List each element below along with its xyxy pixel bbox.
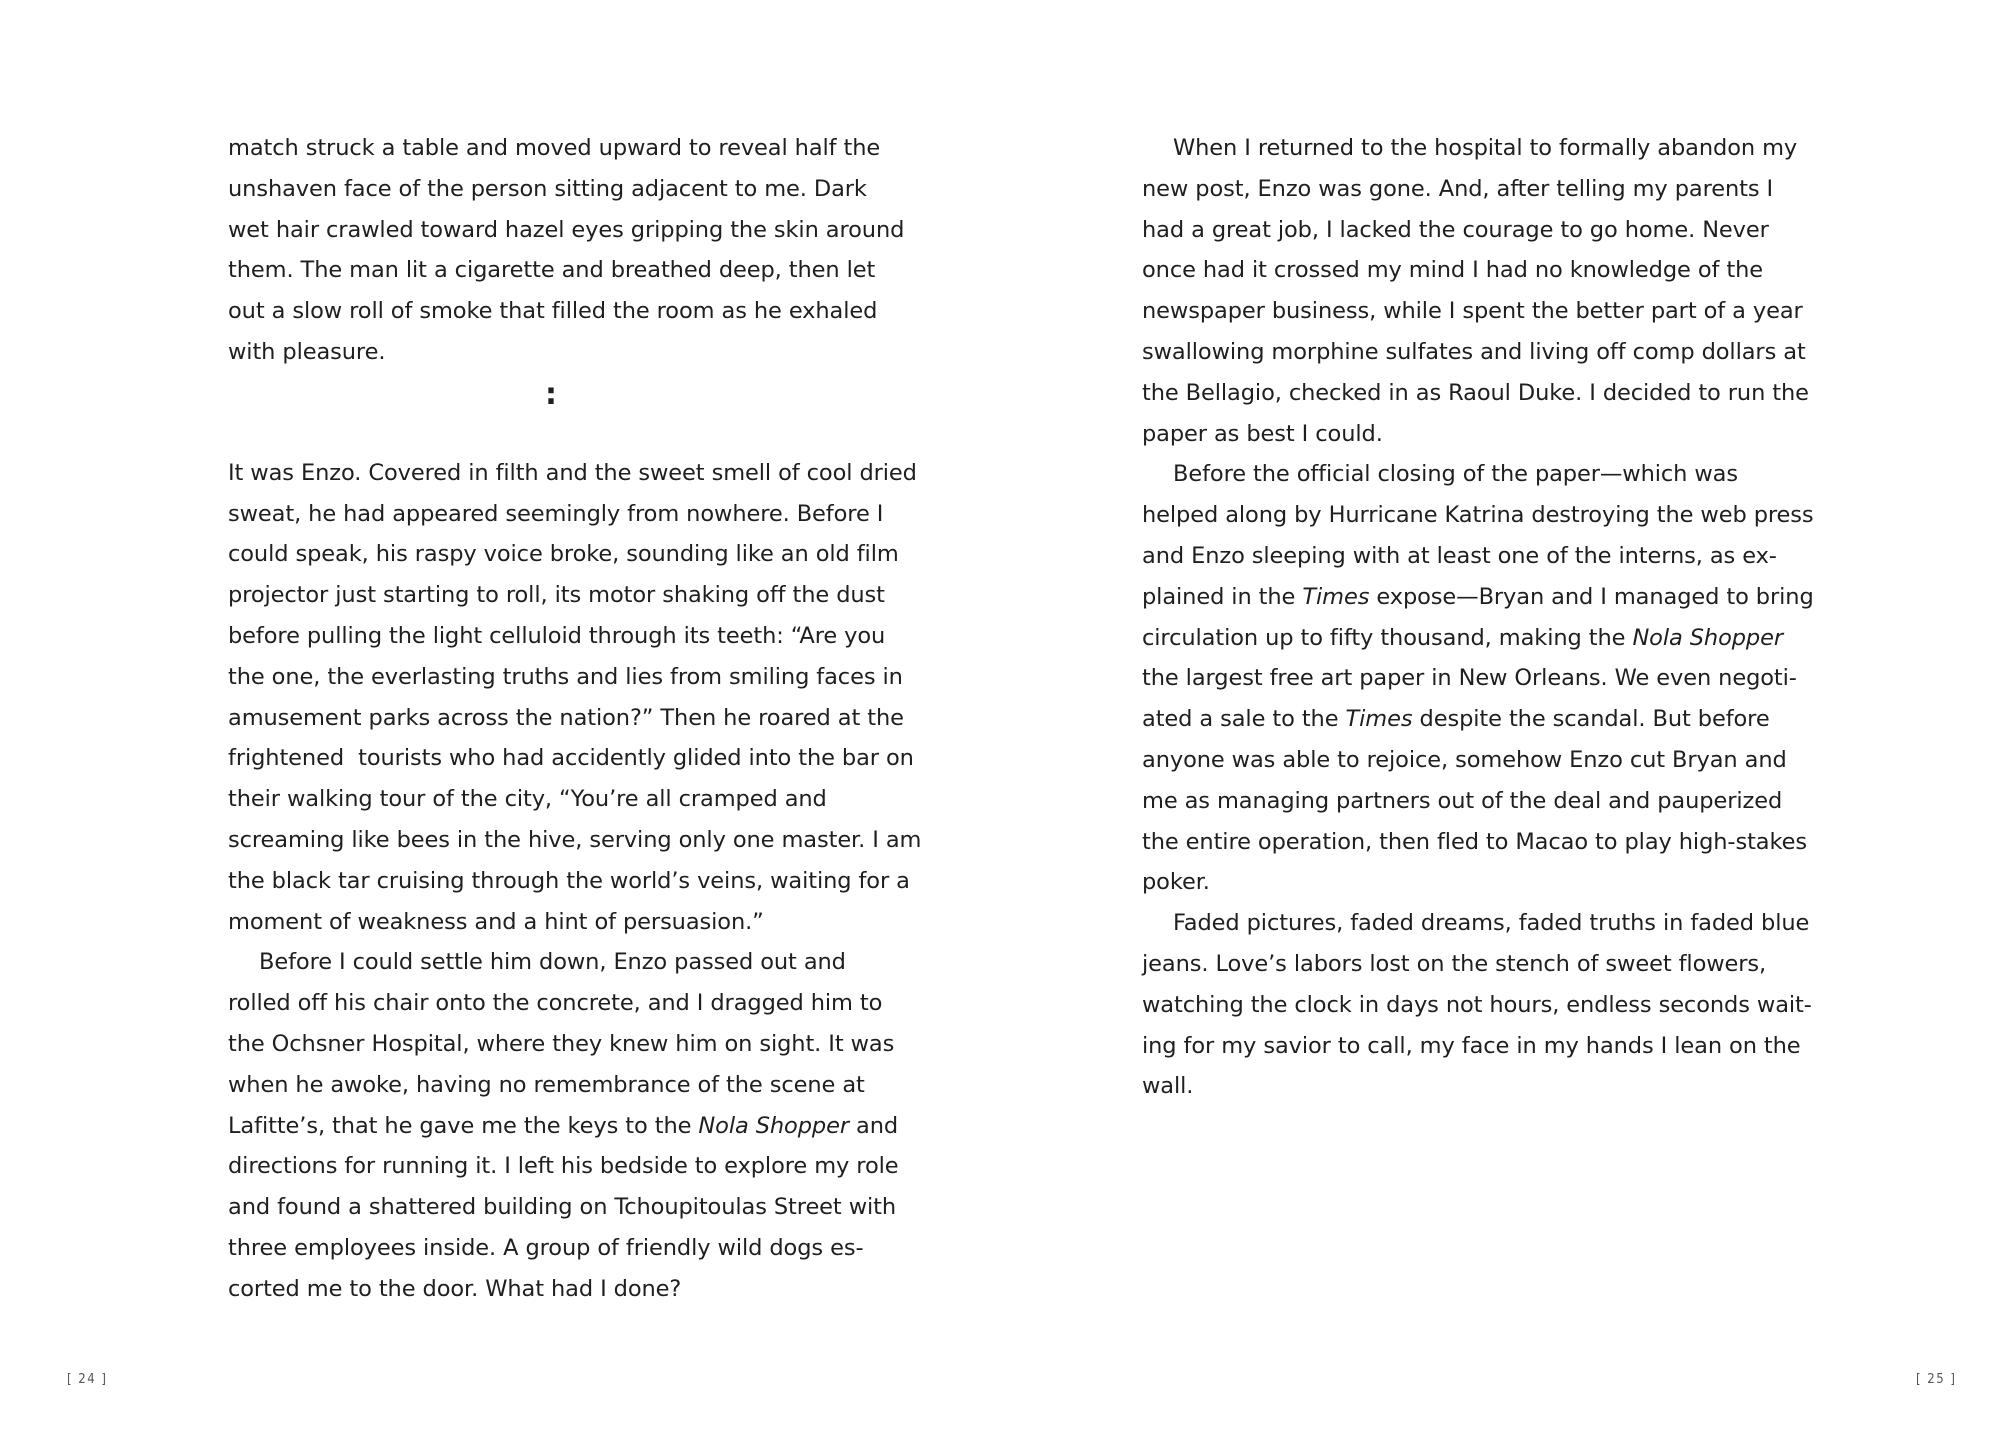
text-line: out a slow roll of smoke that filled the room as he exhaled xyxy=(228,298,878,325)
text-run: Lafitte’s, that he gave me the keys to the xyxy=(228,1112,699,1139)
text-line: When I returned to the hospital to formally abandon my xyxy=(1173,135,1798,161)
text-line: helped along by Hurricane Katrina destroying the web press xyxy=(1142,502,1814,529)
text-run: expose—Bryan and I managed to bring xyxy=(1369,583,1814,610)
publication-title: Nola Shopper xyxy=(698,1112,849,1139)
text-line: Faded pictures, faded dreams, faded truths in faded blue xyxy=(1173,910,1810,937)
section-break-mark: : xyxy=(545,376,557,412)
text-line: moment of weakness and a hint of persuasion.” xyxy=(228,908,764,935)
text-line: their walking tour of the city, “You’re all cramped and xyxy=(228,786,827,813)
text-run: ated a sale to the xyxy=(1142,706,1346,733)
text-line: three employees inside. A group of friendly wild dogs es- xyxy=(228,1234,864,1261)
text-line: wall. xyxy=(1142,1073,1194,1100)
text-line: the entire operation, then fled to Macao to play high-stakes xyxy=(1142,828,1807,855)
text-line: the largest free art paper in New Orleans. We even negoti- xyxy=(1142,665,1797,692)
text-line: ing for my savior to call, my face in my hands I lean on the xyxy=(1142,1032,1801,1059)
text-line: the Ochsner Hospital, where they knew him on sight. It was xyxy=(228,1030,895,1057)
text-line: projector just starting to roll, its motor shaking off the dust xyxy=(228,582,885,609)
text-line: corted me to the door. What had I done? xyxy=(228,1275,682,1302)
text-line: watching the clock in days not hours, endless seconds wait- xyxy=(1142,991,1812,1018)
text-run: despite the scandal. But before xyxy=(1412,706,1770,733)
text-line: screaming like bees in the hive, serving only one master. I am xyxy=(228,826,922,853)
text-line xyxy=(1142,577,1814,618)
text-line: and found a shattered building on Tchoupitoulas Street with xyxy=(228,1194,897,1221)
text-line xyxy=(1142,618,1788,659)
text-line: frightened tourists who had accidently glided into the bar on xyxy=(228,745,914,772)
text-line: swallowing morphine sulfates and living off comp dollars at xyxy=(1142,338,1806,365)
text-line: Before I could settle him down, Enzo passed out and xyxy=(259,949,846,976)
text-line: once had it crossed my mind I had no knowledge of the xyxy=(1142,257,1763,284)
text-line: when he awoke, having no remembrance of the scene at xyxy=(228,1071,865,1098)
text-line: and Enzo sleeping with at least one of the interns, as ex- xyxy=(1142,542,1777,569)
text-run: plained in the xyxy=(1142,583,1303,610)
publication-title: Nola Shopper xyxy=(1632,624,1784,651)
text-line: It was Enzo. Covered in filth and the sweet smell of cool dried xyxy=(228,459,917,486)
text-line: wet hair crawled toward hazel eyes gripping the skin around xyxy=(228,216,905,243)
text-line xyxy=(228,1106,899,1147)
publication-title: Times xyxy=(1302,583,1370,610)
text-line: rolled off his chair onto the concrete, and I dragged him to xyxy=(228,990,883,1017)
text-line: had a great job, I lacked the courage to go home. Never xyxy=(1142,216,1769,243)
text-line: directions for running it. I left his bedside to explore my role xyxy=(228,1153,899,1180)
text-line: anyone was able to rejoice, somehow Enzo cut Bryan and xyxy=(1142,746,1787,773)
text-line: the one, the everlasting truths and lies from smiling faces in xyxy=(228,663,903,690)
text-line: the Bellagio, checked in as Raoul Duke. I decided to run the xyxy=(1142,379,1809,406)
text-line: with pleasure. xyxy=(228,338,386,365)
text-line xyxy=(1142,699,1788,740)
left-page-text xyxy=(228,128,922,1310)
right-page-text xyxy=(1142,128,1814,1107)
text-line: them. The man lit a cigarette and breathed deep, then let xyxy=(228,257,876,284)
page-number: [ 25 ] xyxy=(1916,1372,1957,1387)
text-line: newspaper business, while I spent the better part of a year xyxy=(1142,298,1803,325)
text-line: new post, Enzo was gone. And, after telling my parents I xyxy=(1142,175,1774,202)
text-line: Before the official closing of the paper—which was xyxy=(1173,461,1738,488)
text-line: unshaven face of the person sitting adjacent to me. Dark xyxy=(228,175,867,202)
text-line: me as managing partners out of the deal and pauperized xyxy=(1142,787,1783,814)
section-break xyxy=(228,373,874,453)
right-page xyxy=(1000,0,2000,1455)
text-line: jeans. Love’s labors lost on the stench of sweet flowers, xyxy=(1142,950,1767,977)
publication-title: Times xyxy=(1345,706,1413,733)
text-line: poker. xyxy=(1142,869,1210,896)
text-run: circulation up to fifty thousand, making the xyxy=(1142,624,1633,651)
text-line: match struck a table and moved upward to reveal half the xyxy=(228,135,881,161)
text-line: sweat, he had appeared seemingly from nowhere. Before I xyxy=(228,500,884,527)
text-line: could speak, his raspy voice broke, sounding like an old film xyxy=(228,541,899,568)
text-line: paper as best I could. xyxy=(1142,420,1383,447)
text-line: amusement parks across the nation?” Then he roared at the xyxy=(228,704,904,731)
text-run: and xyxy=(848,1112,899,1139)
page-number: [ 24 ] xyxy=(67,1372,108,1387)
text-line: the black tar cruising through the world’s veins, waiting for a xyxy=(228,867,910,894)
text-line: before pulling the light celluloid through its teeth: “Are you xyxy=(228,622,886,649)
